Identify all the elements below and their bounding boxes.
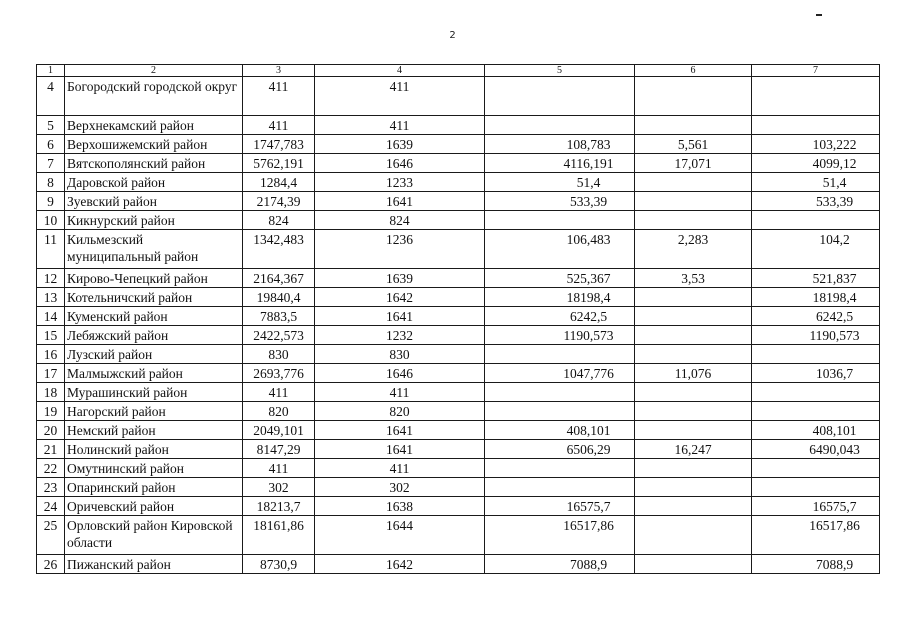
base-value: 1232 <box>315 326 485 345</box>
sub-value-b: 7088,9 <box>752 555 880 574</box>
sub-value-a: 16,247 <box>635 440 752 459</box>
total-value: 830 <box>243 345 315 364</box>
base-value: 411 <box>315 383 485 402</box>
base-value: 1642 <box>315 555 485 574</box>
sub-value-a: 3,53 <box>635 269 752 288</box>
row-number: 10 <box>37 211 65 230</box>
sub-value-b: 533,39 <box>752 192 880 211</box>
sub-value-a <box>635 497 752 516</box>
row-number: 18 <box>37 383 65 402</box>
sub-value-a <box>635 211 752 230</box>
row-number: 6 <box>37 135 65 154</box>
base-value: 302 <box>315 478 485 497</box>
table-row <box>37 497 880 516</box>
row-number: 24 <box>37 497 65 516</box>
table-row <box>37 173 880 192</box>
base-value: 1641 <box>315 192 485 211</box>
sub-value-b: 103,222 <box>752 135 880 154</box>
total-value: 2049,101 <box>243 421 315 440</box>
additional-value: 408,101 <box>485 421 635 440</box>
base-value: 1641 <box>315 440 485 459</box>
sub-value-a <box>635 402 752 421</box>
sub-value-a: 17,071 <box>635 154 752 173</box>
district-name: Малмыжский район <box>65 364 243 383</box>
sub-value-a <box>635 77 752 116</box>
total-value: 18161,86 <box>243 516 315 555</box>
district-name: Омутнинский район <box>65 459 243 478</box>
sub-value-b <box>752 211 880 230</box>
row-number: 4 <box>37 77 65 116</box>
row-number: 17 <box>37 364 65 383</box>
row-number: 8 <box>37 173 65 192</box>
corner-dash-mark <box>816 14 822 16</box>
base-value: 1644 <box>315 516 485 555</box>
base-value: 1641 <box>315 307 485 326</box>
base-value: 830 <box>315 345 485 364</box>
district-name: Нолинский район <box>65 440 243 459</box>
sub-value-b: 1036,7 <box>752 364 880 383</box>
sub-value-b: 104,2 <box>752 230 880 269</box>
district-name: Зуевский район <box>65 192 243 211</box>
table-row <box>37 555 880 574</box>
total-value: 302 <box>243 478 315 497</box>
row-number: 5 <box>37 116 65 135</box>
district-name: Верхошижемский район <box>65 135 243 154</box>
row-number: 23 <box>37 478 65 497</box>
table-row <box>37 421 880 440</box>
sub-value-a <box>635 326 752 345</box>
total-value: 411 <box>243 459 315 478</box>
sub-value-b: 16575,7 <box>752 497 880 516</box>
total-value: 5762,191 <box>243 154 315 173</box>
sub-value-a <box>635 459 752 478</box>
table-row <box>37 364 880 383</box>
table-row <box>37 440 880 459</box>
column-header: 7 <box>752 65 880 77</box>
additional-value: 6506,29 <box>485 440 635 459</box>
sub-value-a <box>635 478 752 497</box>
sub-value-b: 6242,5 <box>752 307 880 326</box>
row-number: 20 <box>37 421 65 440</box>
total-value: 7883,5 <box>243 307 315 326</box>
allocation-table <box>36 64 880 574</box>
additional-value: 1190,573 <box>485 326 635 345</box>
sub-value-b <box>752 402 880 421</box>
total-value: 824 <box>243 211 315 230</box>
additional-value <box>485 402 635 421</box>
sub-value-b: 521,837 <box>752 269 880 288</box>
column-header: 1 <box>37 65 65 77</box>
additional-value: 51,4 <box>485 173 635 192</box>
total-value: 2174,39 <box>243 192 315 211</box>
column-header: 4 <box>315 65 485 77</box>
sub-value-a: 2,283 <box>635 230 752 269</box>
sub-value-a <box>635 345 752 364</box>
base-value: 411 <box>315 116 485 135</box>
row-number: 7 <box>37 154 65 173</box>
total-value: 820 <box>243 402 315 421</box>
sub-value-a <box>635 383 752 402</box>
table-row <box>37 516 880 555</box>
base-value: 411 <box>315 77 485 116</box>
sub-value-b <box>752 478 880 497</box>
total-value: 2422,573 <box>243 326 315 345</box>
sub-value-b <box>752 116 880 135</box>
row-number: 13 <box>37 288 65 307</box>
table-row <box>37 326 880 345</box>
column-header: 5 <box>485 65 635 77</box>
total-value: 411 <box>243 383 315 402</box>
sub-value-b: 1190,573 <box>752 326 880 345</box>
additional-value: 533,39 <box>485 192 635 211</box>
row-number: 12 <box>37 269 65 288</box>
sub-value-a <box>635 288 752 307</box>
district-name: Кильмезский муниципальный район <box>65 230 243 269</box>
table-row <box>37 116 880 135</box>
additional-value <box>485 211 635 230</box>
district-name: Пижанский район <box>65 555 243 574</box>
additional-value <box>485 116 635 135</box>
base-value: 820 <box>315 402 485 421</box>
sub-value-a: 11,076 <box>635 364 752 383</box>
table-row <box>37 383 880 402</box>
additional-value: 525,367 <box>485 269 635 288</box>
row-number: 15 <box>37 326 65 345</box>
sub-value-b: 6490,043 <box>752 440 880 459</box>
row-number: 22 <box>37 459 65 478</box>
sub-value-b <box>752 345 880 364</box>
total-value: 2693,776 <box>243 364 315 383</box>
district-name: Лебяжский район <box>65 326 243 345</box>
sub-value-a <box>635 116 752 135</box>
sub-value-a <box>635 555 752 574</box>
row-number: 9 <box>37 192 65 211</box>
sub-value-a <box>635 192 752 211</box>
sub-value-b <box>752 459 880 478</box>
table-row <box>37 211 880 230</box>
additional-value <box>485 478 635 497</box>
sub-value-b: 408,101 <box>752 421 880 440</box>
column-header: 2 <box>65 65 243 77</box>
additional-value: 7088,9 <box>485 555 635 574</box>
additional-value <box>485 77 635 116</box>
row-number: 14 <box>37 307 65 326</box>
base-value: 1236 <box>315 230 485 269</box>
base-value: 1639 <box>315 269 485 288</box>
additional-value: 16517,86 <box>485 516 635 555</box>
sub-value-a <box>635 307 752 326</box>
district-name: Мурашинский район <box>65 383 243 402</box>
district-name: Кирово-Чепецкий район <box>65 269 243 288</box>
additional-value <box>485 345 635 364</box>
additional-value: 108,783 <box>485 135 635 154</box>
additional-value <box>485 383 635 402</box>
page-number: 2 <box>449 30 456 41</box>
table-row <box>37 288 880 307</box>
additional-value: 106,483 <box>485 230 635 269</box>
base-value: 1646 <box>315 154 485 173</box>
total-value: 8730,9 <box>243 555 315 574</box>
sub-value-a <box>635 173 752 192</box>
table-row <box>37 230 880 269</box>
total-value: 411 <box>243 116 315 135</box>
table-row <box>37 135 880 154</box>
district-name: Кикнурский район <box>65 211 243 230</box>
base-value: 1233 <box>315 173 485 192</box>
sub-value-a <box>635 421 752 440</box>
total-value: 1747,783 <box>243 135 315 154</box>
table-row <box>37 402 880 421</box>
additional-value <box>485 459 635 478</box>
sub-value-b <box>752 77 880 116</box>
district-name: Опаринский район <box>65 478 243 497</box>
total-value: 19840,4 <box>243 288 315 307</box>
row-number: 11 <box>37 230 65 269</box>
base-value: 824 <box>315 211 485 230</box>
table-row <box>37 192 880 211</box>
district-name: Верхнекамский район <box>65 116 243 135</box>
district-name: Куменский район <box>65 307 243 326</box>
district-name: Оричевский район <box>65 497 243 516</box>
column-header: 6 <box>635 65 752 77</box>
district-name: Лузский район <box>65 345 243 364</box>
sub-value-b <box>752 383 880 402</box>
column-header: 3 <box>243 65 315 77</box>
additional-value: 4116,191 <box>485 154 635 173</box>
base-value: 1641 <box>315 421 485 440</box>
district-name: Нагорский район <box>65 402 243 421</box>
row-number: 19 <box>37 402 65 421</box>
district-name: Богородский городской округ <box>65 77 243 116</box>
total-value: 411 <box>243 77 315 116</box>
row-number: 26 <box>37 555 65 574</box>
additional-value: 18198,4 <box>485 288 635 307</box>
base-value: 1638 <box>315 497 485 516</box>
base-value: 1639 <box>315 135 485 154</box>
sub-value-a <box>635 516 752 555</box>
base-value: 1642 <box>315 288 485 307</box>
total-value: 8147,29 <box>243 440 315 459</box>
table-row <box>37 77 880 116</box>
sub-value-b: 18198,4 <box>752 288 880 307</box>
row-number: 25 <box>37 516 65 555</box>
table-row <box>37 269 880 288</box>
table-row <box>37 478 880 497</box>
base-value: 1646 <box>315 364 485 383</box>
row-number: 21 <box>37 440 65 459</box>
total-value: 2164,367 <box>243 269 315 288</box>
table-header-row <box>37 65 880 77</box>
table-row <box>37 459 880 478</box>
district-name: Немский район <box>65 421 243 440</box>
total-value: 1342,483 <box>243 230 315 269</box>
additional-value: 6242,5 <box>485 307 635 326</box>
total-value: 1284,4 <box>243 173 315 192</box>
row-number: 16 <box>37 345 65 364</box>
additional-value: 1047,776 <box>485 364 635 383</box>
sub-value-b: 4099,12 <box>752 154 880 173</box>
district-name: Котельничский район <box>65 288 243 307</box>
table-row <box>37 307 880 326</box>
base-value: 411 <box>315 459 485 478</box>
additional-value: 16575,7 <box>485 497 635 516</box>
sub-value-b: 51,4 <box>752 173 880 192</box>
sub-value-a: 5,561 <box>635 135 752 154</box>
district-name: Даровской район <box>65 173 243 192</box>
total-value: 18213,7 <box>243 497 315 516</box>
sub-value-b: 16517,86 <box>752 516 880 555</box>
table-row <box>37 345 880 364</box>
district-name: Орловский район Кировской области <box>65 516 243 555</box>
district-name: Вятскополянский район <box>65 154 243 173</box>
table-row <box>37 154 880 173</box>
